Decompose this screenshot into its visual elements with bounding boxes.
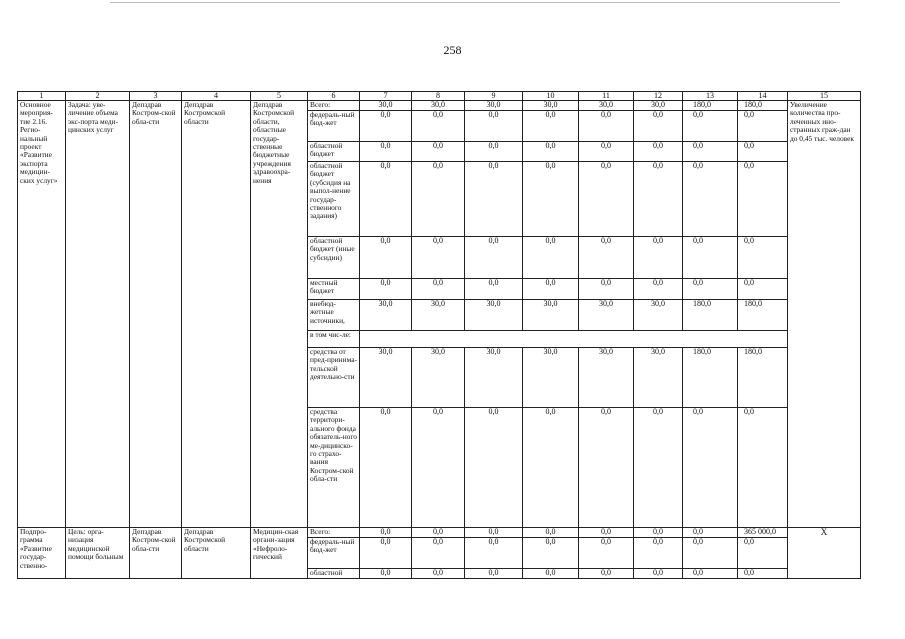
value-cell: 0,0 — [465, 162, 523, 237]
column-number: 15 — [788, 92, 861, 101]
funding-source-label: федераль-ный бюд-жет — [308, 538, 360, 569]
value-cell: 0,0 — [738, 111, 788, 142]
value-cell: 180,0 — [738, 101, 788, 111]
value-cell: 30,0 — [465, 348, 523, 408]
value-cell: 0,0 — [634, 528, 683, 538]
value-cell: 0,0 — [523, 279, 579, 300]
cell-c3: Депздрав Костром-ской обла-сти — [130, 528, 182, 579]
column-number: 12 — [634, 92, 683, 101]
value-cell: 30,0 — [465, 101, 523, 111]
value-cell: 0,0 — [465, 279, 523, 300]
value-cell: 0,0 — [579, 538, 634, 569]
value-cell: 30,0 — [412, 300, 465, 331]
funding-source-label: местный бюджет — [308, 279, 360, 300]
value-cell: 0,0 — [579, 142, 634, 162]
value-cell: 30,0 — [579, 348, 634, 408]
cell-c15: Х — [788, 528, 861, 579]
table-row — [18, 101, 861, 111]
cell-c5: Медицин-ская органи-зация «Нефроло-гический — [251, 528, 308, 579]
value-cell: 0,0 — [412, 569, 465, 579]
cell-c2: Задача: уве-личение объема экс-порта меди-цинских услуг — [66, 101, 130, 528]
value-cell: 0,0 — [634, 569, 683, 579]
column-number: 7 — [360, 92, 412, 101]
value-cell: 0,0 — [738, 569, 788, 579]
funding-source-label: внебюд-жетные источники, — [308, 300, 360, 331]
value-cell: 30,0 — [360, 101, 412, 111]
value-cell: 0,0 — [523, 237, 579, 279]
value-cell: 30,0 — [579, 300, 634, 331]
value-cell: 0,0 — [523, 528, 579, 538]
value-cell: 0,0 — [579, 111, 634, 142]
value-cell: 30,0 — [412, 101, 465, 111]
funding-source-label: областной — [308, 569, 360, 579]
value-cell: 30,0 — [634, 348, 683, 408]
value-cell: 0,0 — [412, 538, 465, 569]
value-cell: 0,0 — [360, 142, 412, 162]
column-number: 2 — [66, 92, 130, 101]
value-cell: 0,0 — [634, 279, 683, 300]
budget-table — [17, 91, 861, 579]
value-cell: 0,0 — [738, 142, 788, 162]
value-cell: 0,0 — [738, 538, 788, 569]
cell-c15: Увеличение количества про-леченных ино-странных граж-дан до 0,45 тыс. человек — [788, 101, 861, 528]
value-cell: 0,0 — [412, 237, 465, 279]
value-cell: 0,0 — [523, 569, 579, 579]
cell-c1: Основное мероприя-тие 2.16. Регио-нальный проект «Развитие экспорта медицин-ских услуг» — [18, 101, 66, 528]
value-cell: 0,0 — [465, 538, 523, 569]
value-cell: 30,0 — [360, 348, 412, 408]
value-cell: 180,0 — [683, 300, 738, 331]
cell-c4: Депздрав Костромской области — [182, 101, 251, 528]
value-cell: 30,0 — [465, 300, 523, 331]
value-cell: 0,0 — [738, 237, 788, 279]
cell-c3: Депздрав Костром-ской обла-сти — [130, 101, 182, 528]
column-number: 8 — [412, 92, 465, 101]
column-number: 5 — [251, 92, 308, 101]
value-cell: 0,0 — [683, 569, 738, 579]
value-cell: 180,0 — [683, 348, 738, 408]
value-cell: 30,0 — [523, 101, 579, 111]
value-cell: 0,0 — [523, 142, 579, 162]
value-cell: 0,0 — [523, 538, 579, 569]
value-cell: 0,0 — [634, 408, 683, 528]
funding-source-label: областной бюджет (иные субсидии) — [308, 237, 360, 279]
value-cell: 0,0 — [579, 279, 634, 300]
value-cell: 0,0 — [683, 408, 738, 528]
value-cell: 0,0 — [360, 111, 412, 142]
value-cell: 0,0 — [683, 111, 738, 142]
column-number-row — [18, 92, 861, 101]
value-cell: 180,0 — [738, 300, 788, 331]
value-cell: 0,0 — [523, 408, 579, 528]
value-cell: 0,0 — [634, 538, 683, 569]
column-number: 6 — [308, 92, 360, 101]
cell-c2: Цель: орга-низация медицинской помощи больным — [66, 528, 130, 579]
page-number: 258 — [443, 43, 462, 57]
column-number: 13 — [683, 92, 738, 101]
value-cell: 30,0 — [523, 300, 579, 331]
value-cell: 30,0 — [412, 348, 465, 408]
funding-source-label: областной бюджет (субсидия на выпол-нение государ-ственного задания) — [308, 162, 360, 237]
value-cell: 30,0 — [634, 101, 683, 111]
value-cell: 0,0 — [360, 408, 412, 528]
funding-source-label: федераль-ный бюд-жет — [308, 111, 360, 142]
funding-source-label: в том чис-ле: — [308, 331, 360, 348]
value-cell: 0,0 — [634, 162, 683, 237]
cell-c4: Депздрав Костромской области — [182, 528, 251, 579]
value-cell: 0,0 — [683, 528, 738, 538]
value-cell: 30,0 — [579, 101, 634, 111]
column-number: 10 — [523, 92, 579, 101]
value-cell: 0,0 — [360, 279, 412, 300]
value-cell: 0,0 — [360, 162, 412, 237]
top-scan-line — [110, 2, 840, 3]
value-cell: 0,0 — [683, 279, 738, 300]
value-cell: 0,0 — [360, 528, 412, 538]
value-cell: 0,0 — [360, 538, 412, 569]
value-cell: 0,0 — [683, 237, 738, 279]
value-cell: 0,0 — [360, 237, 412, 279]
table-row — [18, 528, 861, 538]
column-number: 3 — [130, 92, 182, 101]
value-cell: 0,0 — [412, 142, 465, 162]
column-number: 14 — [738, 92, 788, 101]
value-cell: 0,0 — [738, 408, 788, 528]
column-number: 4 — [182, 92, 251, 101]
value-cell: 0,0 — [634, 111, 683, 142]
value-cell: 0,0 — [412, 111, 465, 142]
column-number: 1 — [18, 92, 66, 101]
value-cell: 0,0 — [465, 237, 523, 279]
cell-c1: Подпро-грамма «Развитие государ-ственно- — [18, 528, 66, 579]
value-cell: 0,0 — [738, 279, 788, 300]
value-cell: 0,0 — [683, 162, 738, 237]
value-cell: 0,0 — [465, 111, 523, 142]
value-cell: 0,0 — [579, 569, 634, 579]
value-cell: 30,0 — [523, 348, 579, 408]
value-cell: 0,0 — [579, 528, 634, 538]
value-cell: 0,0 — [579, 237, 634, 279]
value-cell: 0,0 — [579, 162, 634, 237]
value-cell: 0,0 — [465, 528, 523, 538]
funding-source-label: Всего: — [308, 101, 360, 111]
value-cell: 0,0 — [523, 111, 579, 142]
column-number: 9 — [465, 92, 523, 101]
value-cell: 0,0 — [523, 162, 579, 237]
value-cell: 0,0 — [412, 162, 465, 237]
value-cell: 0,0 — [412, 408, 465, 528]
value-cell: 0,0 — [465, 142, 523, 162]
funding-source-label: средства территори-ального фонда обязатель-ного ме-дицинско-го страхо-вания Костром-ской обла-сти — [308, 408, 360, 528]
funding-source-label: Всего: — [308, 528, 360, 538]
value-cell: 0,0 — [579, 408, 634, 528]
value-cell: 0,0 — [634, 237, 683, 279]
value-cell: 0,0 — [360, 569, 412, 579]
value-cell: 0,0 — [683, 538, 738, 569]
value-cell: 0,0 — [465, 408, 523, 528]
value-cell: 0,0 — [465, 569, 523, 579]
funding-source-label: областной бюджет — [308, 142, 360, 162]
value-cell: 30,0 — [360, 300, 412, 331]
value-cell: 0,0 — [634, 142, 683, 162]
funding-source-label: средства от пред-принима-тельской деятельно-сти — [308, 348, 360, 408]
value-cell: 0,0 — [683, 142, 738, 162]
value-cell: 180,0 — [738, 348, 788, 408]
value-cell: 0,0 — [412, 528, 465, 538]
value-cell: 0,0 — [738, 162, 788, 237]
value-cell: 365 000,0 — [738, 528, 788, 538]
column-number: 11 — [579, 92, 634, 101]
value-cell: 30,0 — [634, 300, 683, 331]
value-cell: 0,0 — [412, 279, 465, 300]
cell-c5: Депздрав Костромской области, областные государ-ственные бюджетные учреждения здравоохра-нения — [251, 101, 308, 528]
value-cell: 180,0 — [683, 101, 738, 111]
empty-values-cell — [360, 331, 788, 348]
